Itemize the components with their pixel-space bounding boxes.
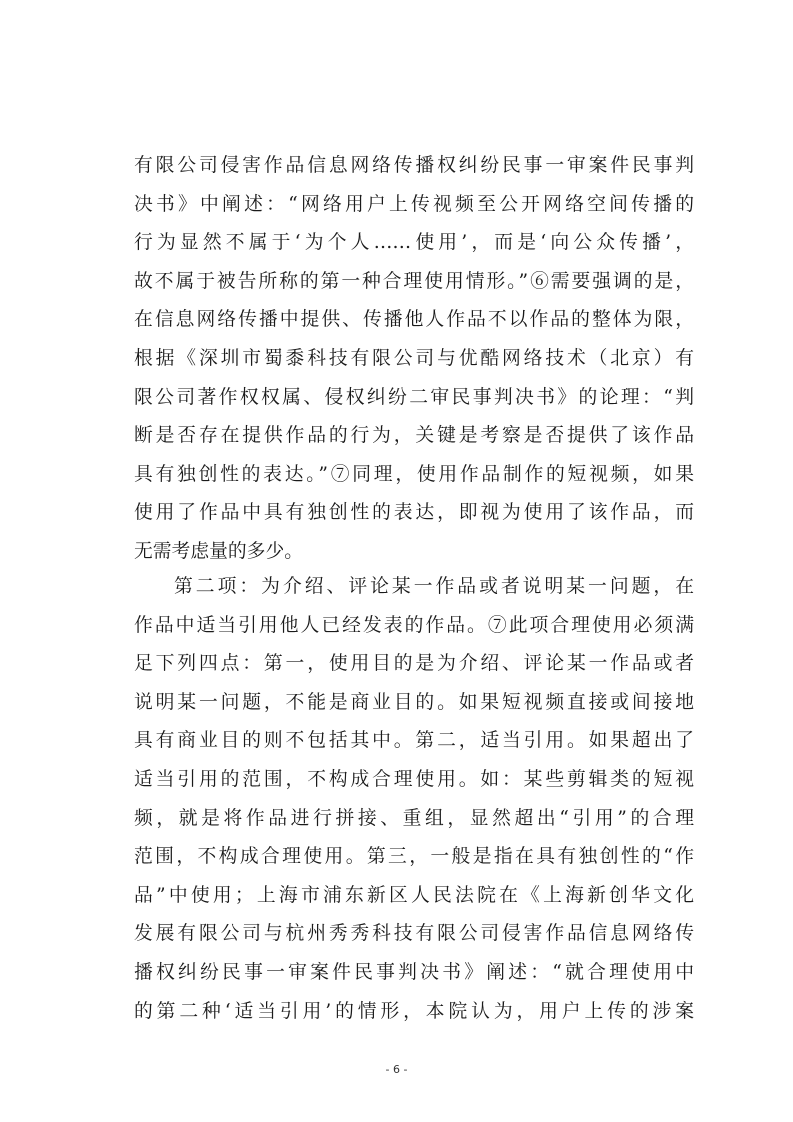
paragraph-line: 的第二种‘适当引用’的情形，本院认为，用户上传的涉案 bbox=[134, 1000, 694, 1022]
paragraph-line: 根据《深圳市蜀黍科技有限公司与优酷网络技术（北京）有 bbox=[134, 347, 694, 369]
paragraph-line: 品”中使用；上海市浦东新区人民法院在《上海新创华文化 bbox=[134, 884, 694, 906]
paragraph-line: 限公司著作权权属、侵权纠纷二审民事判决书》的论理：“判 bbox=[134, 386, 694, 408]
paragraph-line: 具有商业目的则不包括其中。第二，适当引用。如果超出了 bbox=[134, 730, 694, 752]
paragraph-line: 播权纠纷民事一审案件民事判决书》阐述：“就合理使用中 bbox=[134, 961, 694, 983]
paragraph-line: 决书》中阐述：“网络用户上传视频至公开网络空间传播的 bbox=[134, 193, 694, 215]
page-number: - 6 - bbox=[385, 1063, 408, 1076]
paragraph-line: 第二项：为介绍、评论某一作品或者说明某一问题，在 bbox=[174, 576, 694, 597]
paragraph-line: 行为显然不属于‘为个人……使用’，而是‘向公众传播’， bbox=[134, 232, 694, 254]
paragraph-line: 范围，不构成合理使用。第三，一般是指在具有独创性的“作 bbox=[134, 846, 694, 868]
body-paragraph-2 bbox=[134, 568, 694, 1031]
paragraph-line: 使用了作品中具有独创性的表达，即视为使用了该作品，而 bbox=[134, 502, 694, 524]
body-paragraph-1 bbox=[134, 147, 694, 572]
paragraph-line: 故不属于被告所称的第一种合理使用情形。”⑥需要强调的是， bbox=[134, 270, 694, 292]
paragraph-line: 具有独创性的表达。”⑦同理，使用作品制作的短视频，如果 bbox=[134, 463, 694, 485]
paragraph-line: 作品中适当引用他人已经发表的作品。⑦此项合理使用必须满 bbox=[134, 614, 694, 636]
paragraph-line: 频，就是将作品进行拼接、重组，显然超出“引用”的合理 bbox=[134, 807, 694, 829]
paragraph-line: 断是否存在提供作品的行为，关键是考察是否提供了该作品 bbox=[134, 425, 694, 447]
paragraph-line: 说明某一问题，不能是商业目的。如果短视频直接或间接地 bbox=[134, 691, 694, 713]
paragraph-line: 无需考虑量的多少。 bbox=[134, 540, 304, 562]
paragraph-line: 发展有限公司与杭州秀秀科技有限公司侵害作品信息网络传 bbox=[134, 923, 694, 945]
paragraph-line: 有限公司侵害作品信息网络传播权纠纷民事一审案件民事判 bbox=[134, 155, 694, 176]
paragraph-line: 适当引用的范围，不构成合理使用。如：某些剪辑类的短视 bbox=[134, 768, 694, 790]
paragraph-line: 在信息网络传播中提供、传播他人作品不以作品的整体为限， bbox=[134, 309, 694, 331]
paragraph-line: 足下列四点：第一，使用目的是为介绍、评论某一作品或者 bbox=[134, 653, 694, 675]
